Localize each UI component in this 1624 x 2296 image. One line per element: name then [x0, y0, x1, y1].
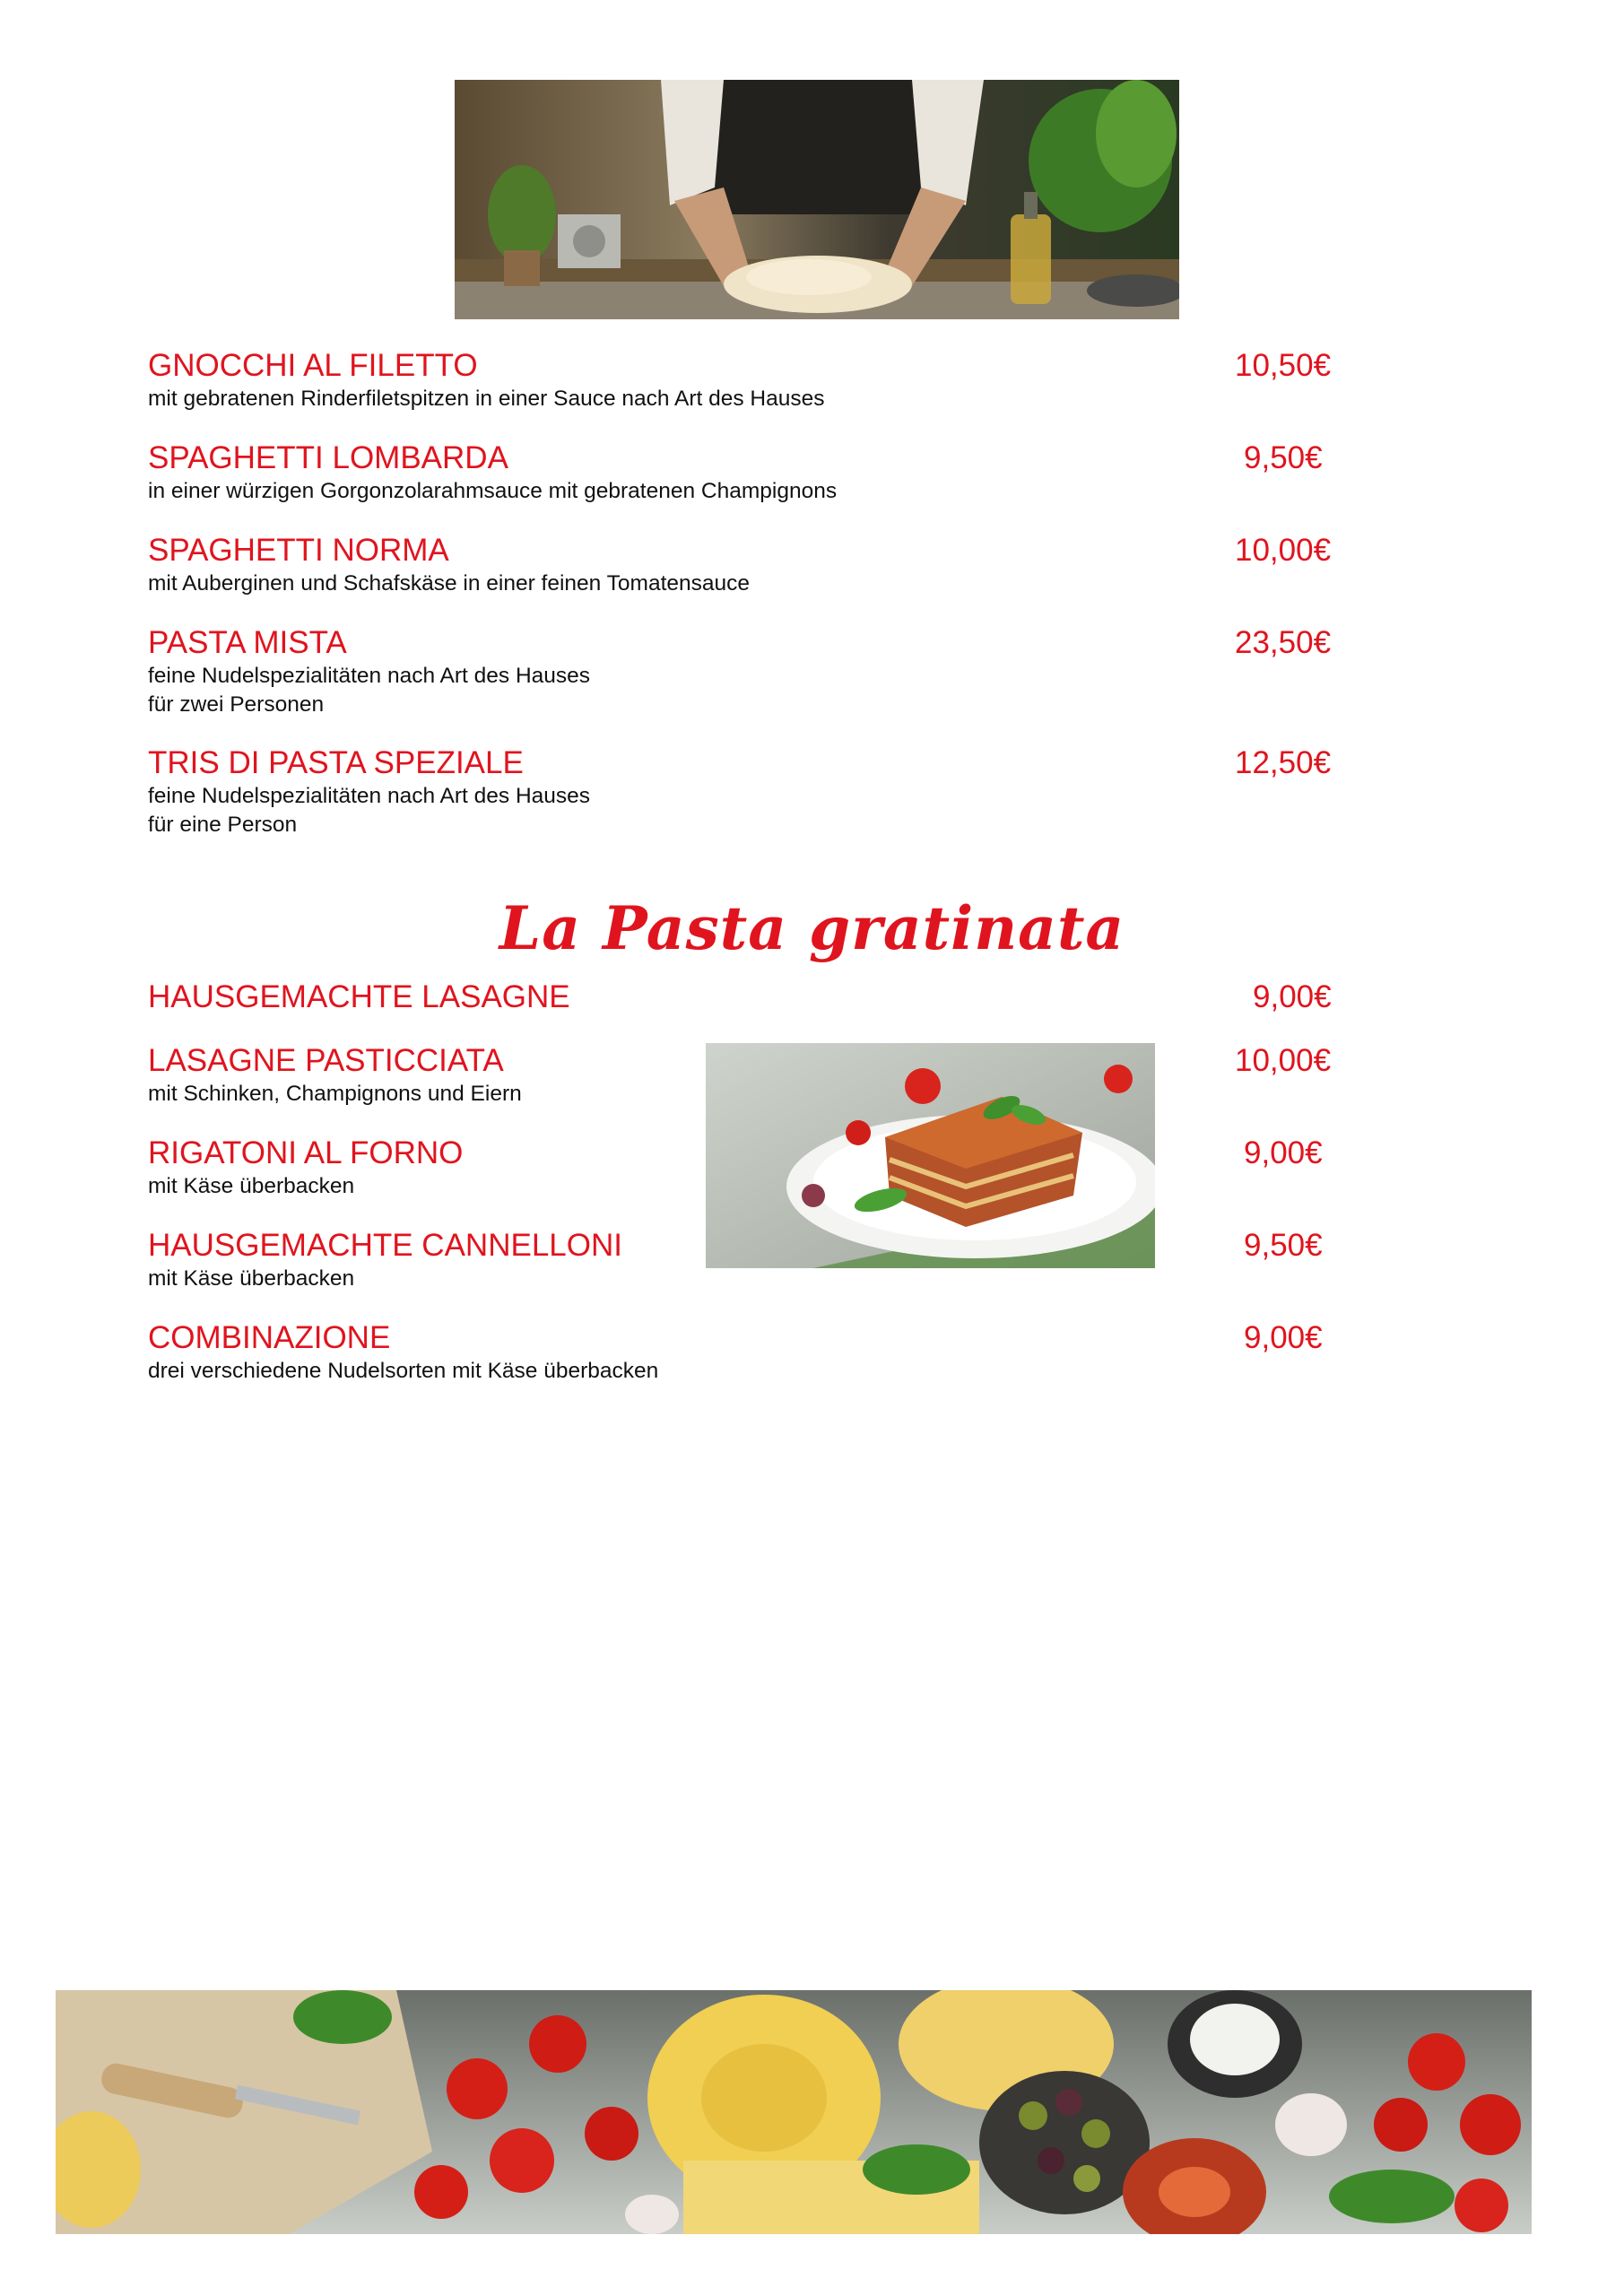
chef-kneading-dough-photo: [455, 80, 1179, 319]
menu-item-hausgemachte-cannelloni: [148, 1227, 1332, 1293]
pasta-vegetables-banner-photo: [56, 1990, 1532, 2234]
menu-item-spaghetti-lombarda: [148, 439, 1332, 506]
item-price: 23,50€: [1235, 625, 1332, 660]
item-description: in einer würzigen Gorgonzolarahmsauce mit gebratenen Champignons: [148, 479, 838, 503]
footer-photo-drawing: [56, 1990, 1532, 2234]
item-price: 9,00€: [1244, 1135, 1323, 1170]
item-price: 10,00€: [1235, 1043, 1332, 1078]
item-description: für eine Person: [148, 813, 298, 837]
menu-item-lasagne-pasticciata: [148, 1042, 1332, 1109]
section-title: La Pasta gratinata: [499, 893, 1125, 963]
item-name: TRIS DI PASTA SPEZIALE: [148, 745, 524, 780]
item-name: COMBINAZIONE: [148, 1320, 391, 1355]
item-description: mit Käse überbacken: [148, 1266, 355, 1291]
item-name: LASAGNE PASTICCIATA: [148, 1043, 504, 1078]
item-price: 12,50€: [1235, 745, 1332, 780]
item-description: feine Nudelspezialitäten nach Art des Hauses: [148, 784, 591, 808]
item-description: mit Käse überbacken: [148, 1174, 355, 1198]
menu-item-tris-di-pasta-speziale: [148, 744, 1332, 839]
item-price: 9,50€: [1244, 1228, 1323, 1263]
item-description: feine Nudelspezialitäten nach Art des Hauses: [148, 664, 591, 688]
item-name: RIGATONI AL FORNO: [148, 1135, 464, 1170]
item-description: mit gebratenen Rinderfiletspitzen in einer Sauce nach Art des Hauses: [148, 387, 825, 411]
item-price: 10,00€: [1235, 533, 1332, 568]
item-price: 9,00€: [1253, 979, 1332, 1014]
item-name: HAUSGEMACHTE LASAGNE: [148, 979, 570, 1014]
item-price: 9,50€: [1244, 440, 1323, 475]
menu-item-hausgemachte-lasagne: [148, 978, 1332, 1016]
item-name: SPAGHETTI LOMBARDA: [148, 440, 508, 475]
menu-item-spaghetti-norma: [148, 532, 1332, 598]
item-description: für zwei Personen: [148, 692, 325, 717]
item-name: HAUSGEMACHTE CANNELLONI: [148, 1228, 622, 1263]
menu-item-combinazione: [148, 1319, 1332, 1386]
item-name: PASTA MISTA: [148, 625, 347, 660]
item-description: mit Auberginen und Schafskäse in einer feinen Tomatensauce: [148, 571, 751, 596]
item-name: GNOCCHI AL FILETTO: [148, 348, 478, 383]
item-price: 9,00€: [1244, 1320, 1323, 1355]
menu-item-pasta-mista: [148, 624, 1332, 719]
chef-photo-drawing: [455, 80, 1179, 319]
item-price: 10,50€: [1235, 348, 1332, 383]
menu-item-rigatoni-al-forno: [148, 1135, 1332, 1201]
item-description: mit Schinken, Champignons und Eiern: [148, 1082, 522, 1106]
item-name: SPAGHETTI NORMA: [148, 533, 449, 568]
menu-item-gnocchi-al-filetto: [148, 347, 1332, 413]
item-description: drei verschiedene Nudelsorten mit Käse überbacken: [148, 1359, 659, 1383]
